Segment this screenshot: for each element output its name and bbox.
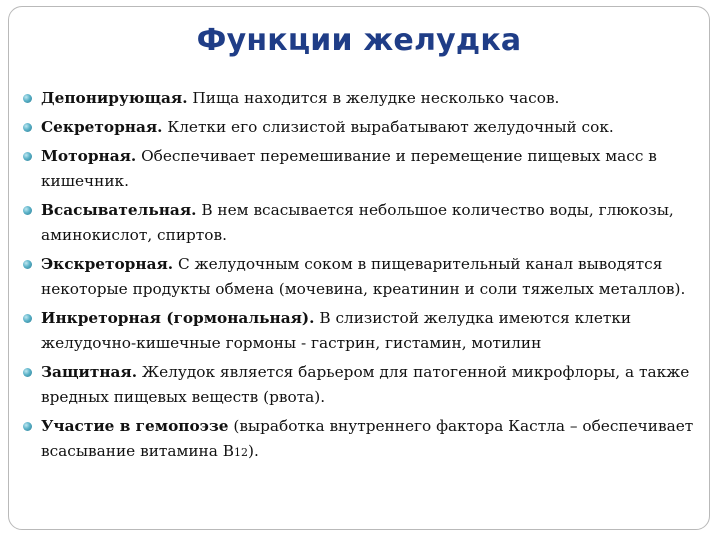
item-text-end: ).: [247, 442, 259, 460]
list-item: [23, 198, 699, 248]
bullet-icon: [23, 94, 32, 103]
list-item: [23, 360, 699, 410]
list-item: [23, 115, 699, 140]
item-text: В нем всасывается небольшое количество воды, глюкозы, аминокислот, спиртов.: [41, 201, 674, 244]
bullet-icon: [23, 260, 32, 269]
item-term: Депонирующая.: [41, 89, 188, 107]
list-item: [23, 144, 699, 194]
bullet-icon: [23, 123, 32, 132]
item-term: Экскреторная.: [41, 255, 174, 273]
slide: [8, 6, 710, 530]
item-text: Пища находится в желудке несколько часов.: [187, 89, 560, 107]
bullet-icon: [23, 152, 32, 161]
item-text: Обеспечивает перемешивание и перемещение пищевых масс в кишечник.: [41, 147, 657, 190]
list-item: [23, 306, 699, 356]
item-term: Секреторная.: [41, 118, 163, 136]
item-term: Участие в гемопоэзе: [41, 417, 229, 435]
list-item: [23, 252, 699, 302]
item-term: Защитная.: [41, 363, 138, 381]
slide-title: Функции желудка: [196, 23, 522, 58]
item-text: Клетки его слизистой вырабатывают желудочный сок.: [162, 118, 614, 136]
item-term: Всасывательная.: [41, 201, 197, 219]
bullet-icon: [23, 422, 32, 431]
item-term: Инкреторная (гормональная).: [41, 309, 315, 327]
item-term: Моторная.: [41, 147, 137, 165]
item-text: С желудочным соком в пищеварительный канал выводятся некоторые продукты обмена (мочевина, креатинин и соли тяжелых металлов).: [41, 255, 686, 298]
functions-list: [23, 86, 699, 469]
list-item: [23, 414, 699, 465]
item-text: (выработка внутреннего фактора Кастла – обеспечивает всасывание витамина В: [41, 417, 694, 460]
subscript-number: 12: [233, 446, 248, 459]
bullet-icon: [23, 368, 32, 377]
bullet-icon: [23, 206, 32, 215]
bullet-icon: [23, 314, 32, 323]
item-text: Желудок является барьером для патогенной микрофлоры, а также вредных пищевых веществ (рвота).: [41, 363, 690, 406]
item-text: В слизистой желудка имеются клетки желудочно-кишечные гормоны - гастрин, гистамин, мотилин: [41, 309, 632, 352]
list-item: [23, 86, 699, 111]
